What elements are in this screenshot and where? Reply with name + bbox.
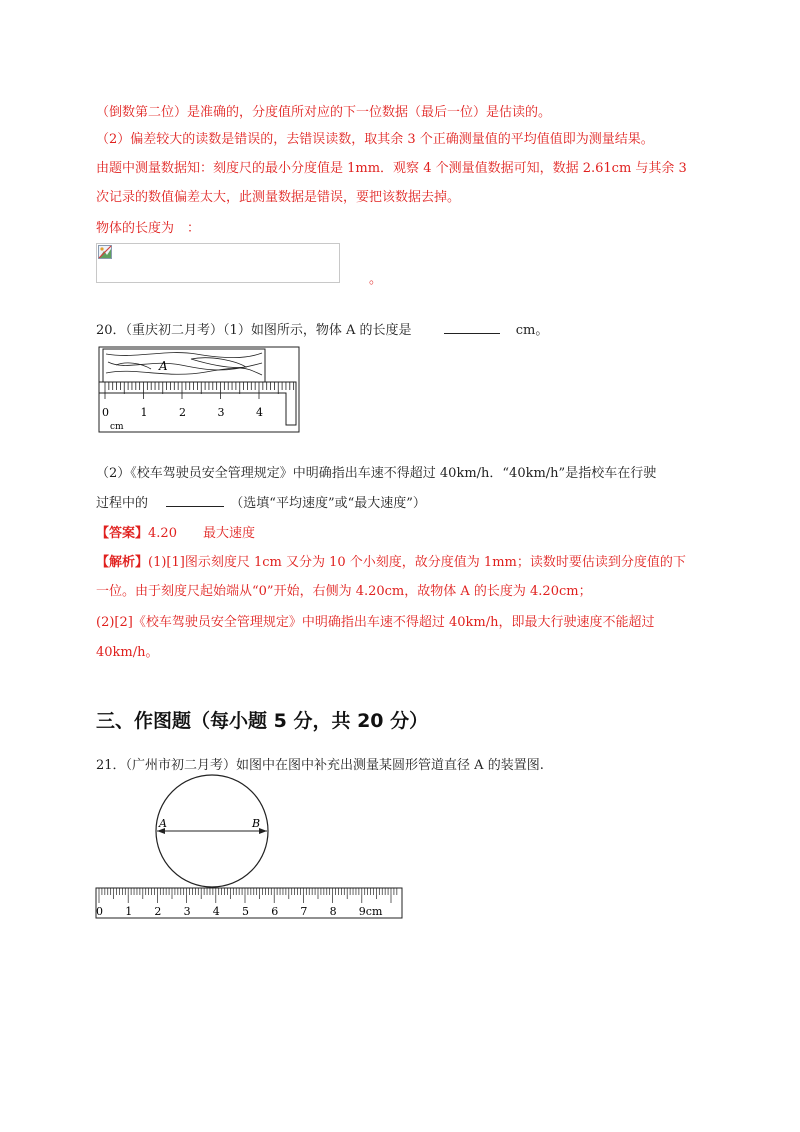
point-a-label: A	[159, 817, 167, 830]
ruler-tick-label-4: 4	[256, 406, 263, 419]
q21-stem: 21．（广州市初二月考）如图中在图中补充出测量某圆形管道直径 A 的装置图.	[96, 758, 544, 773]
unit-label-cm: cm	[110, 422, 124, 432]
explain-line-3: 由题中测量数据知：刻度尺的最小分度值是 1mm．观察 4 个测量值数据可知，数据 2.61cm 与其余 3	[96, 161, 687, 176]
ruler-tick-label-6: 6	[271, 905, 279, 918]
q20-part2-prefix: 过程中的	[96, 496, 149, 511]
ruler-tick-label-2: 2	[179, 406, 186, 419]
q20-unit: cm。	[515, 323, 549, 338]
q20-part2-line1: （2）《校车驾驶员安全管理规定》中明确指出车速不得超过 40km/h．“40km/h”是指校车在行驶	[96, 466, 657, 481]
wood-object-a	[103, 349, 265, 382]
q20-analysis-line4: 40km/h。	[96, 645, 159, 660]
q20-answer-blank-1[interactable]	[444, 333, 500, 334]
answer-text: 4.20 最大速度	[148, 526, 255, 541]
broken-image-placeholder	[96, 243, 340, 283]
q20-answer-blank-2[interactable]	[166, 506, 224, 507]
analysis-text-1: (1)[1]图示刻度尺 1cm 又分为 10 个小刻度，故分度值为 1mm；读数时要估读到分度值的下	[148, 555, 686, 570]
q20-stem	[96, 319, 548, 338]
q20-analysis-line1	[96, 551, 686, 570]
object-label-a: A	[159, 359, 168, 373]
ruler-tick-label-0: 0	[102, 406, 109, 419]
ruler-tick-label-2: 2	[154, 905, 162, 918]
ruler-tick-label-7: 7	[300, 905, 308, 918]
ruler-tick-label-9cm: 9cm	[358, 905, 383, 918]
explain-line-4: 次记录的数值偏差太大，此测量数据是错误，要把该数据去掉。	[96, 190, 461, 205]
broken-image-icon	[98, 245, 112, 259]
q20-ruler-figure	[96, 345, 306, 435]
q20-answer	[96, 522, 255, 541]
explain-period: 。	[369, 272, 383, 287]
ruler-tick-label-5: 5	[242, 905, 249, 918]
arrow-right-icon	[259, 828, 267, 834]
q20-analysis-line3: (2)[2]《校车驾驶员安全管理规定》中明确指出车速不得超过 40km/h，即最大行驶速度不能超过	[96, 615, 655, 630]
ruler-tick-label-8: 8	[329, 905, 337, 918]
ruler-tick-label-4: 4	[212, 905, 220, 918]
ruler-tick-label-1: 1	[140, 406, 148, 419]
ruler-tick-label-1: 1	[125, 905, 133, 918]
analysis-tag: 【解析】	[96, 555, 149, 570]
ruler-tick-label-3: 3	[183, 905, 191, 918]
explain-line-1: （倒数第二位）是准确的，分度值所对应的下一位数据（最后一位）是估读的。	[96, 105, 552, 120]
explain-line-2: （2）偏差较大的读数是错误的，去错误读数，取其余 3 个正确测量值的平均值值即为测量结果。	[96, 132, 654, 147]
q20-analysis-line2: 一位。由于刻度尺起始端从“0”开始，右侧为 4.20cm，故物体 A 的长度为 4.20cm；	[96, 584, 592, 599]
section-title: 三、作图题（每小题 5 分，共 20 分）	[96, 710, 429, 732]
q20-stem-text: 20．（重庆初二月考）（1）如图所示，物体 A 的长度是	[96, 323, 412, 338]
ruler-tick-label-0: 0	[96, 905, 103, 918]
q21-figure	[94, 773, 406, 921]
point-b-label: B	[252, 817, 261, 830]
q20-part2-suffix: （选填“平均速度”或“最大速度”）	[230, 496, 426, 511]
explain-line-5: 物体的长度为 ：	[96, 221, 201, 236]
answer-tag: 【答案】	[96, 526, 149, 541]
ruler-tick-label-3: 3	[217, 406, 225, 419]
q20-part2-line2	[96, 492, 426, 511]
